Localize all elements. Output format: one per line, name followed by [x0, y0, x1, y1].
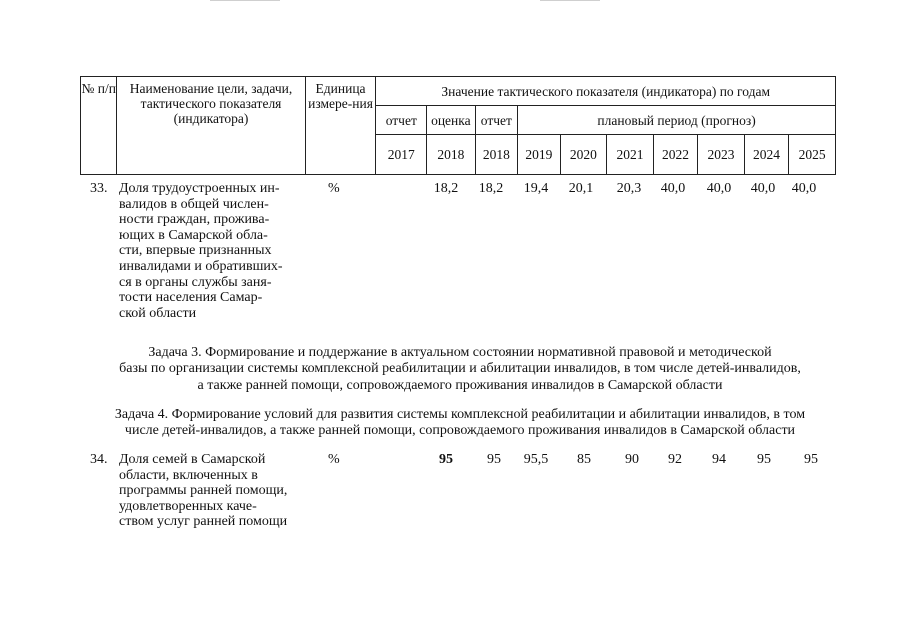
value-cell: 20,3 [616, 181, 642, 196]
row-number: 33. [90, 181, 108, 196]
name-line: ющих в Самарской обла- [119, 227, 268, 243]
value-cell: 94 [712, 452, 726, 467]
value-cell: 40,0 [660, 181, 686, 196]
value-cell: 18,2 [433, 181, 459, 196]
row-number: 34. [90, 452, 108, 467]
row-unit: % [328, 452, 340, 467]
row-indicator-name [119, 452, 300, 530]
name-line: сти, впервые признанных [119, 243, 272, 259]
header-name: Наименование цели, задачи, тактического показателя (индикатора) [117, 77, 305, 175]
row-indicator-name [119, 181, 300, 321]
name-line: области, включенных в [119, 467, 258, 483]
name-line: инвалидами и обративших- [119, 258, 283, 274]
name-line: Доля трудоустроенных ин- [119, 181, 280, 196]
task-line: Задача 4. Формирование условий для развития системы комплексной реабилитации и абилитации инвалидов, в том [114, 407, 806, 422]
value-cell: 19,4 [523, 181, 549, 196]
header-col-estimate: оценка [427, 106, 476, 135]
name-line: удовлетворенных каче- [119, 498, 257, 514]
header-col-plan: плановый период (прогноз) [518, 106, 836, 135]
value-cell: 40,0 [706, 181, 732, 196]
value-cell: 40,0 [750, 181, 776, 196]
value-cell: 85 [577, 452, 591, 467]
indicator-table-header [80, 76, 836, 175]
header-year: 2018 [427, 135, 476, 175]
value-cell: 18,2 [478, 181, 504, 196]
name-line: программы ранней помощи, [119, 483, 288, 499]
name-line: ся в органы службы заня- [119, 274, 272, 290]
header-num: № п/п [81, 77, 117, 175]
value-cell: 95 [439, 452, 453, 467]
task-line: базы по организации системы комплексной реабилитации и абилитации инвалидов, в том числе детей-инвалидов, [119, 361, 801, 377]
task-line: числе детей-инвалидов, а также ранней помощи, сопровождаемого проживания инвалидов в Самарской области [124, 423, 796, 439]
name-line: ности граждан, прожива- [119, 212, 270, 228]
value-cell: 95 [804, 452, 818, 467]
header-unit: Единица измере-ния [305, 77, 376, 175]
row-unit: % [328, 181, 340, 196]
name-line: ством услуг ранней помощи [119, 514, 288, 530]
header-value-title: Значение тактического показателя (индикатора) по годам [376, 77, 836, 106]
header-col-report2: отчет [475, 106, 518, 135]
name-line: Доля семей в Самарской [119, 452, 266, 467]
header-year: 2019 [518, 135, 561, 175]
name-line: тости населения Самар- [119, 290, 263, 306]
value-cell: 92 [668, 452, 682, 467]
task-4-heading [80, 407, 840, 440]
header-year: 2020 [560, 135, 607, 175]
task-line: Задача 3. Формирование и поддержание в актуальном состоянии нормативной правовой и методической [148, 345, 772, 360]
value-cell: 95 [487, 452, 501, 467]
value-cell: 90 [625, 452, 639, 467]
value-cell: 20,1 [568, 181, 594, 196]
task-3-heading [80, 345, 840, 394]
header-year: 2022 [653, 135, 698, 175]
scan-artifact [540, 0, 600, 1]
header-year: 2017 [376, 135, 427, 175]
name-line: ской области [119, 305, 197, 321]
header-year: 2018 [475, 135, 518, 175]
value-cell: 95 [757, 452, 771, 467]
header-year: 2023 [698, 135, 745, 175]
header-year: 2025 [789, 135, 836, 175]
value-cell: 95,5 [523, 452, 549, 467]
header-col-report: отчет [376, 106, 427, 135]
task-line: а также ранней помощи, сопровождаемого проживания инвалидов в Самарской области [197, 377, 723, 393]
scan-artifact [210, 0, 280, 1]
header-year: 2021 [607, 135, 654, 175]
value-cell: 40,0 [791, 181, 817, 196]
header-year: 2024 [744, 135, 789, 175]
name-line: валидов в общей числен- [119, 196, 269, 212]
